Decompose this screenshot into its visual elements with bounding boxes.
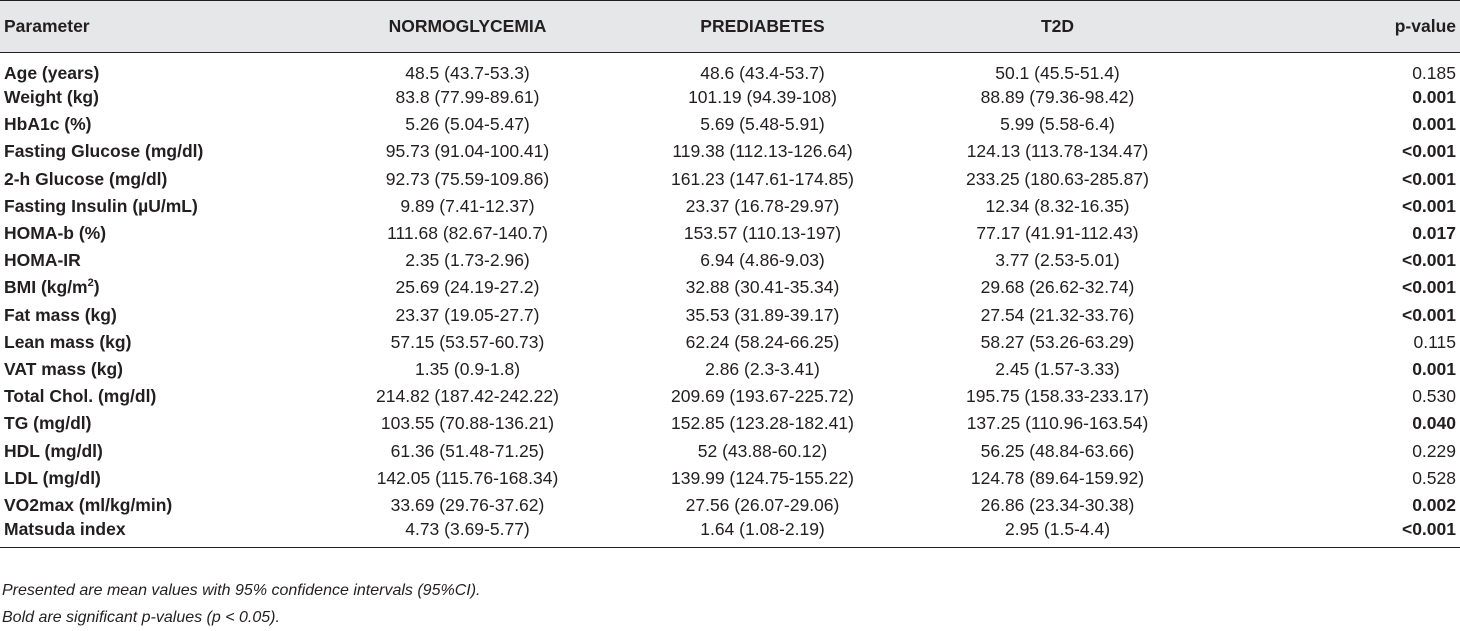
cell-parameter: [0, 465, 320, 492]
cell-prediabetes: 139.99 (124.75-155.22): [671, 467, 854, 488]
cell-parameter: [0, 519, 320, 548]
table-row: [0, 247, 1460, 274]
cell-p-value: <0.001: [1205, 519, 1460, 548]
table-row: [0, 138, 1460, 165]
table-row: [0, 302, 1460, 329]
parameter-label: VAT mass (kg): [4, 358, 123, 379]
cell-prediabetes: 101.19 (94.39-108): [688, 87, 837, 108]
cell-t2d: 2.45 (1.57-3.33): [995, 358, 1120, 379]
cell-normoglycemia: 61.36 (51.48-71.25): [390, 440, 545, 461]
parameter-label: Weight (kg): [4, 87, 99, 108]
table-row: [0, 410, 1460, 437]
cell-p-value: 0.530: [1412, 386, 1456, 407]
cell-parameter: [0, 329, 320, 356]
cell-normoglycemia: 25.69 (24.19-27.2): [395, 277, 540, 298]
parameter-label: HOMA-b (%): [4, 223, 107, 244]
table-row: [0, 329, 1460, 356]
table-row: [0, 220, 1460, 247]
cell-parameter: [0, 410, 320, 437]
cell-parameter: [0, 166, 320, 193]
table-footnotes: [2, 577, 480, 631]
cell-normoglycemia: 57.15 (53.57-60.73): [390, 331, 545, 352]
footnote-confidence-interval: Presented are mean values with 95% confidence intervals (95%CI).: [2, 582, 481, 599]
cell-prediabetes: 2.86 (2.3-3.41): [705, 358, 820, 379]
cell-prediabetes: 32.88 (30.41-35.34): [685, 277, 840, 298]
cell-normoglycemia: 4.73 (3.69-5.77): [320, 519, 615, 548]
cell-prediabetes: 23.37 (16.78-29.97): [685, 195, 840, 216]
cell-p-value: <0.001: [1401, 250, 1456, 271]
table-row: [0, 465, 1460, 492]
cell-t2d: 233.25 (180.63-285.87): [966, 168, 1149, 189]
cell-p-value: <0.001: [1401, 141, 1456, 162]
parameter-label: Lean mass (kg): [4, 331, 132, 352]
table-header: [0, 1, 1460, 53]
parameter-label: TG (mg/dl): [4, 413, 92, 434]
cell-p-value: <0.001: [1401, 168, 1456, 189]
cell-t2d: 56.25 (48.84-63.66): [980, 440, 1135, 461]
cell-t2d: 3.77 (2.53-5.01): [995, 250, 1120, 271]
parameter-label: VO2max (ml/kg/min): [4, 494, 173, 515]
cell-t2d: 29.68 (26.62-32.74): [980, 277, 1135, 298]
cell-t2d: 5.99 (5.58-6.4): [1000, 114, 1115, 135]
cell-t2d: 26.86 (23.34-30.38): [980, 494, 1135, 515]
table-row: [0, 437, 1460, 464]
cell-normoglycemia: 95.73 (91.04-100.41): [385, 141, 550, 162]
header-p-value: p-value: [1205, 1, 1460, 53]
cell-parameter: [0, 356, 320, 383]
cell-prediabetes: 5.69 (5.48-5.91): [700, 114, 825, 135]
parameter-label: LDL (mg/dl): [4, 467, 101, 488]
cell-t2d: 77.17 (41.91-112.43): [976, 223, 1139, 244]
parameter-label: HDL (mg/dl): [4, 440, 103, 461]
cell-t2d: 195.75 (158.33-233.17): [966, 386, 1149, 407]
cell-p-value: 0.001: [1412, 358, 1456, 379]
cell-parameter: [0, 53, 320, 85]
cell-p-value: <0.001: [1401, 195, 1456, 216]
table-row: [0, 274, 1460, 301]
table-row: [0, 383, 1460, 410]
cell-t2d: 124.13 (113.78-134.47): [966, 141, 1149, 162]
cell-t2d: 88.89 (79.36-98.42): [980, 87, 1135, 108]
cell-t2d: 27.54 (21.32-33.76): [980, 304, 1135, 325]
cell-parameter: [0, 220, 320, 247]
cell-parameter: [0, 193, 320, 220]
parameter-label: Matsuda index: [4, 519, 126, 539]
table-row: [0, 111, 1460, 138]
cell-p-value: 0.017: [1412, 223, 1456, 244]
cell-parameter: [0, 138, 320, 165]
cell-normoglycemia: 48.5 (43.7-53.3): [405, 63, 530, 83]
cell-prediabetes: 1.64 (1.08-2.19): [615, 519, 910, 548]
parameter-label: Fasting Glucose (mg/dl): [4, 141, 204, 162]
cell-normoglycemia: 33.69 (29.76-37.62): [390, 494, 545, 515]
header-normoglycemia: NORMOGLYCEMIA: [320, 1, 615, 53]
cell-parameter: [0, 492, 320, 519]
cell-normoglycemia: 83.8 (77.99-89.61): [395, 87, 540, 108]
cell-p-value: 0.528: [1412, 467, 1456, 488]
cell-parameter: [0, 84, 320, 111]
cell-t2d: 12.34 (8.32-16.35): [985, 195, 1130, 216]
cell-normoglycemia: 111.68 (82.67-140.7): [387, 223, 548, 244]
cell-prediabetes: 209.69 (193.67-225.72): [671, 386, 854, 407]
cell-parameter: [0, 111, 320, 138]
cell-p-value: 0.040: [1412, 413, 1456, 434]
cell-normoglycemia: 9.89 (7.41-12.37): [400, 195, 535, 216]
parameter-label: Fat mass (kg): [4, 304, 117, 325]
cell-p-value: 0.002: [1412, 494, 1456, 515]
cell-parameter: [0, 274, 320, 301]
cell-normoglycemia: 214.82 (187.42-242.22): [376, 386, 559, 407]
header-prediabetes: PREDIABETES: [615, 1, 910, 53]
cell-p-value: 0.229: [1412, 440, 1456, 461]
table-body: [0, 53, 1460, 548]
cell-p-value: 0.001: [1412, 87, 1456, 108]
cell-normoglycemia: 1.35 (0.9-1.8): [414, 358, 521, 379]
cell-t2d: 50.1 (45.5-51.4): [995, 63, 1120, 83]
table-row: [0, 519, 1460, 548]
cell-normoglycemia: 142.05 (115.76-168.34): [376, 467, 559, 488]
cell-parameter: [0, 383, 320, 410]
cell-p-value: <0.001: [1401, 277, 1456, 298]
table-row: [0, 492, 1460, 519]
header-row: [0, 1, 1460, 53]
cell-normoglycemia: 103.55 (70.88-136.21): [380, 413, 555, 434]
cell-normoglycemia: 23.37 (19.05-27.7): [395, 304, 540, 325]
table-row: [0, 84, 1460, 111]
parameter-superscript: 2: [87, 277, 94, 290]
parameter-suffix: ): [93, 277, 100, 298]
cell-t2d: 137.25 (110.96-163.54): [966, 413, 1149, 434]
cell-prediabetes: 52 (43.88-60.12): [697, 440, 828, 461]
cell-prediabetes: 6.94 (4.86-9.03): [700, 250, 825, 271]
cell-parameter: [0, 247, 320, 274]
cell-t2d: 124.78 (89.64-159.92): [970, 467, 1145, 488]
cell-parameter: [0, 302, 320, 329]
cell-normoglycemia: 92.73 (75.59-109.86): [385, 168, 550, 189]
table-row: [0, 53, 1460, 85]
cell-prediabetes: 119.38 (112.13-126.64): [672, 141, 853, 162]
parameter-label: BMI (kg/m: [4, 277, 88, 298]
cell-prediabetes: 161.23 (147.61-174.85): [671, 168, 854, 189]
cell-normoglycemia: 2.35 (1.73-2.96): [405, 250, 530, 271]
header-parameter: Parameter: [0, 1, 320, 53]
parameter-label: HOMA-IR: [4, 250, 81, 271]
footnote-significance: Bold are significant p-values (p < 0.05).: [2, 609, 280, 626]
cell-prediabetes: 27.56 (26.07-29.06): [685, 494, 840, 515]
cell-p-value: 0.001: [1412, 114, 1456, 135]
cell-prediabetes: 62.24 (58.24-66.25): [685, 331, 840, 352]
table-row: [0, 166, 1460, 193]
cell-prediabetes: 48.6 (43.4-53.7): [700, 63, 825, 83]
parameter-label: Fasting Insulin (µU/mL): [4, 195, 198, 216]
cell-p-value: 0.115: [1413, 331, 1456, 352]
cell-p-value: <0.001: [1401, 304, 1456, 325]
table-row: [0, 193, 1460, 220]
table-row: [0, 356, 1460, 383]
cell-parameter: [0, 437, 320, 464]
parameter-label: 2-h Glucose (mg/dl): [4, 168, 168, 189]
parameter-label: Total Chol. (mg/dl): [4, 386, 157, 407]
cell-p-value: 0.185: [1412, 63, 1456, 83]
cell-prediabetes: 153.57 (110.13-197): [683, 223, 842, 244]
cell-normoglycemia: 5.26 (5.04-5.47): [405, 114, 530, 135]
cell-t2d: 2.95 (1.5-4.4): [910, 519, 1205, 548]
cell-prediabetes: 35.53 (31.89-39.17): [685, 304, 840, 325]
cell-t2d: 58.27 (53.26-63.29): [980, 331, 1135, 352]
cell-prediabetes: 152.85 (123.28-182.41): [671, 413, 854, 434]
parameter-label: Age (years): [4, 63, 100, 83]
header-t2d: T2D: [910, 1, 1205, 53]
parameter-label: HbA1c (%): [4, 114, 92, 135]
